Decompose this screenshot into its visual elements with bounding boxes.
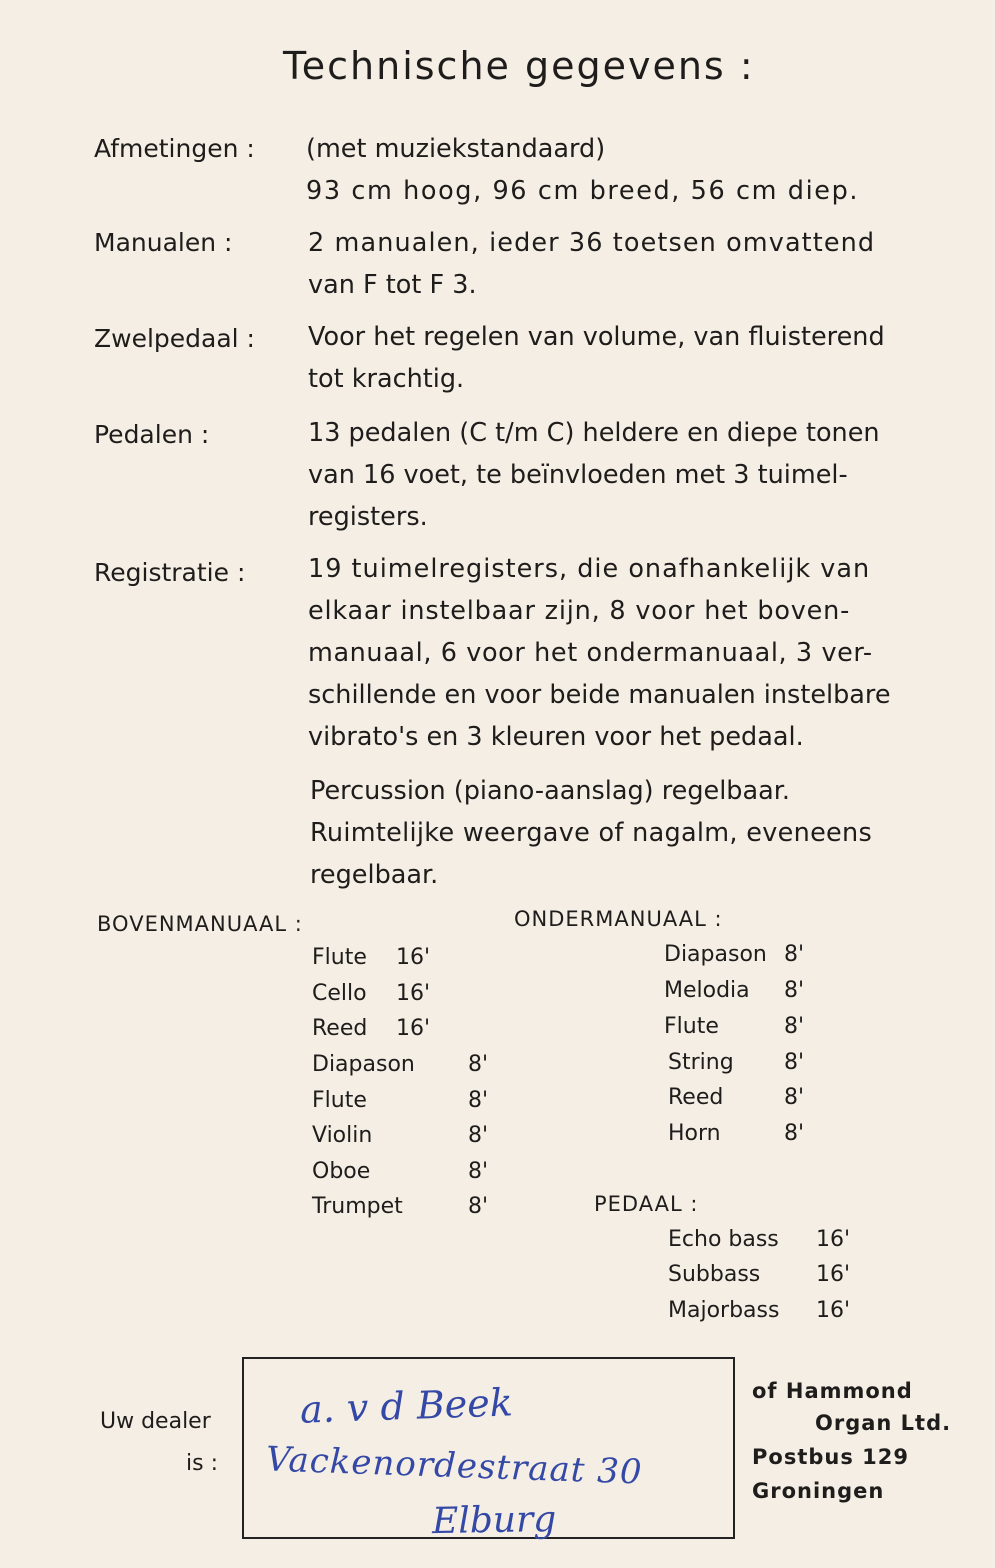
register-size: 16' — [396, 945, 431, 970]
spec-line: schillende en voor beide manualen instelbare — [308, 680, 891, 710]
company-line: of Hammond — [752, 1379, 913, 1403]
register-name: Cello — [312, 981, 367, 1006]
register-size: 8' — [784, 1085, 805, 1110]
register-size: 8' — [468, 1194, 489, 1219]
register-size: 8' — [784, 1121, 805, 1146]
bovenmanuaal-heading: BOVENMANUAAL : — [97, 912, 303, 936]
register-size: 8' — [468, 1052, 489, 1077]
spec-label-afmetingen: Afmetingen : — [94, 134, 255, 163]
register-name: Echo bass — [668, 1227, 779, 1252]
dealer-label: is : — [186, 1451, 218, 1476]
register-size: 8' — [468, 1159, 489, 1184]
register-name: Majorbass — [668, 1298, 780, 1323]
register-name: Diapason — [312, 1052, 415, 1077]
register-size: 16' — [396, 1016, 431, 1041]
spec-line: registers. — [308, 502, 428, 532]
ondermanuaal-heading: ONDERMANUAAL : — [514, 907, 723, 931]
register-name: Oboe — [312, 1159, 371, 1184]
register-name: Reed — [312, 1016, 368, 1041]
spec-line: 13 pedalen (C t/m C) heldere en diepe tonen — [308, 418, 880, 448]
register-name: Diapason — [664, 942, 767, 967]
spec-line: elkaar instelbaar zijn, 8 voor het boven- — [308, 596, 851, 626]
pedaal-heading: PEDAAL : — [594, 1192, 699, 1216]
register-size: 8' — [468, 1088, 489, 1113]
register-size: 16' — [816, 1298, 851, 1323]
register-size: 8' — [468, 1123, 489, 1148]
handwritten-dealer-name: a. v d Beek — [299, 1380, 514, 1432]
spec-line: vibrato's en 3 kleuren voor het pedaal. — [308, 722, 804, 752]
handwritten-dealer-city: Elburg — [431, 1498, 557, 1543]
register-name: String — [668, 1050, 734, 1075]
extra-line: regelbaar. — [310, 860, 439, 890]
spec-line: Voor het regelen van volume, van fluisterend — [308, 322, 885, 352]
register-name: Flute — [664, 1014, 719, 1039]
register-name: Subbass — [668, 1262, 761, 1287]
company-line: Groningen — [752, 1479, 885, 1503]
register-size: 16' — [816, 1262, 851, 1287]
page-title: Technische gegevens : — [283, 44, 755, 88]
spec-line: 19 tuimelregisters, die onafhankelijk van — [308, 554, 871, 584]
spec-line: van 16 voet, te beïnvloeden met 3 tuimel- — [308, 460, 848, 490]
register-size: 8' — [784, 942, 805, 967]
register-name: Horn — [668, 1121, 721, 1146]
spec-line: 2 manualen, ieder 36 toetsen omvattend — [308, 228, 876, 258]
company-line: Postbus 129 — [752, 1445, 909, 1469]
register-size: 8' — [784, 1014, 805, 1039]
register-name: Flute — [312, 945, 367, 970]
spec-line: van F tot F 3. — [308, 270, 477, 300]
spec-label-registratie: Registratie : — [94, 558, 246, 587]
extra-line: Percussion (piano-aanslag) regelbaar. — [310, 776, 790, 806]
spec-label-zwelpedaal: Zwelpedaal : — [94, 324, 255, 353]
spec-line: manuaal, 6 voor het ondermanuaal, 3 ver- — [308, 638, 873, 668]
register-name: Melodia — [664, 978, 750, 1003]
dealer-label: Uw dealer — [100, 1409, 211, 1434]
spec-line: 93 cm hoog, 96 cm breed, 56 cm diep. — [306, 176, 860, 206]
spec-line: (met muziekstandaard) — [306, 134, 606, 164]
register-size: 8' — [784, 1050, 805, 1075]
register-name: Reed — [668, 1085, 724, 1110]
spec-line: tot krachtig. — [308, 364, 465, 394]
register-size: 8' — [784, 978, 805, 1003]
register-name: Violin — [312, 1123, 373, 1148]
register-name: Flute — [312, 1088, 367, 1113]
handwritten-dealer-street: Vackenordestraat 30 — [265, 1439, 644, 1493]
spec-label-pedalen: Pedalen : — [94, 420, 210, 449]
company-line: Organ Ltd. — [815, 1411, 952, 1435]
register-name: Trumpet — [312, 1194, 403, 1219]
register-size: 16' — [396, 981, 431, 1006]
spec-label-manualen: Manualen : — [94, 228, 233, 257]
register-size: 16' — [816, 1227, 851, 1252]
extra-line: Ruimtelijke weergave of nagalm, eveneens — [310, 818, 873, 848]
